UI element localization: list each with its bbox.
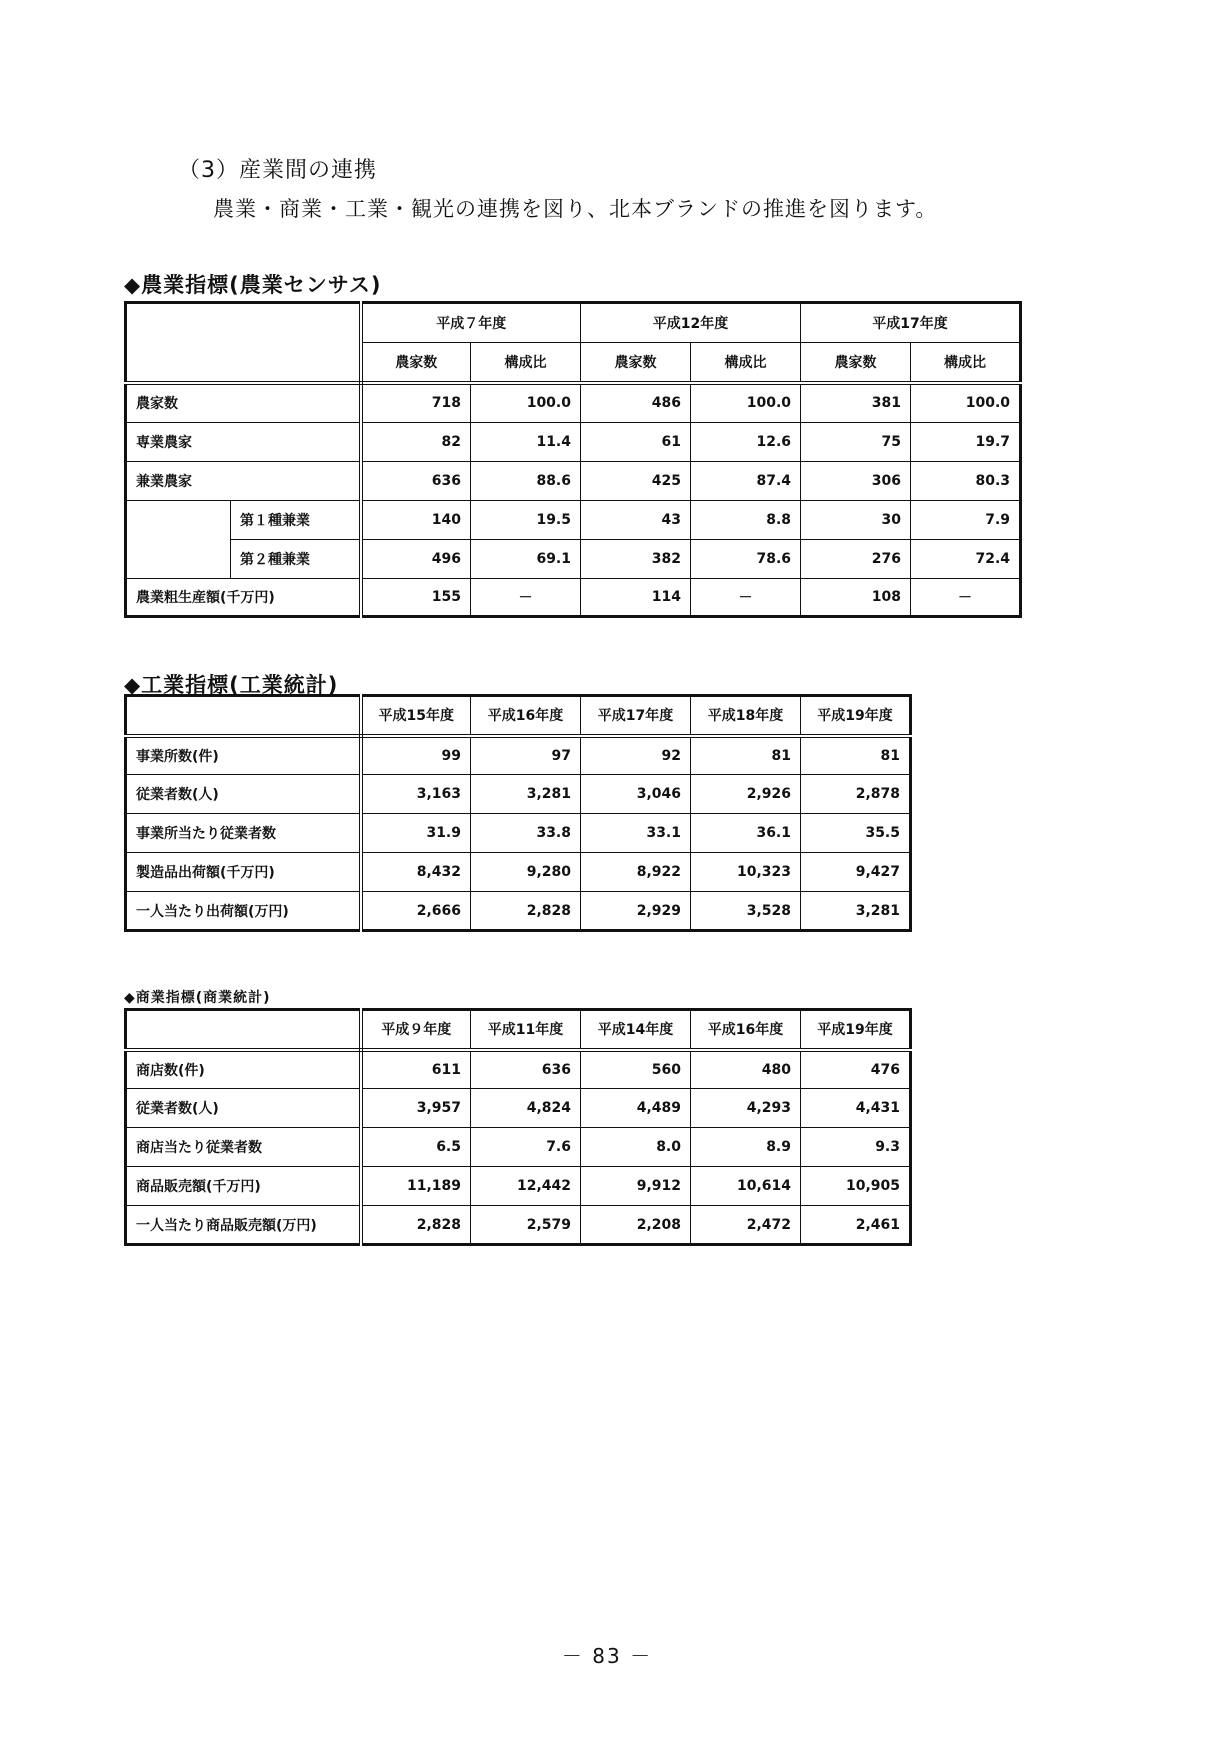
agriculture-corner-cell bbox=[126, 303, 361, 383]
table-row bbox=[126, 1206, 911, 1245]
row-label: 商店数(件) bbox=[126, 1050, 361, 1089]
row-label: 商品販売額(千万円) bbox=[126, 1167, 361, 1206]
cell: 10,614 bbox=[691, 1167, 801, 1206]
row-label: 従業者数(人) bbox=[126, 775, 361, 814]
cell: 108 bbox=[801, 579, 911, 617]
cell: 12,442 bbox=[471, 1167, 581, 1206]
cell: 382 bbox=[581, 540, 691, 579]
cell: － bbox=[911, 579, 1021, 617]
cell: 33.1 bbox=[581, 814, 691, 853]
cell: 11,189 bbox=[361, 1167, 471, 1206]
agriculture-year-header-row bbox=[126, 303, 1021, 343]
cell: 3,281 bbox=[801, 892, 911, 931]
agriculture-sub-header: 構成比 bbox=[691, 343, 801, 383]
row-label: 商店当たり従業者数 bbox=[126, 1128, 361, 1167]
cell: 3,957 bbox=[361, 1089, 471, 1128]
cell: 636 bbox=[361, 462, 471, 501]
cell: 9,912 bbox=[581, 1167, 691, 1206]
cell: 19.7 bbox=[911, 423, 1021, 462]
cell: 19.5 bbox=[471, 501, 581, 540]
cell: 11.4 bbox=[471, 423, 581, 462]
cell: 718 bbox=[361, 383, 471, 423]
cell: － bbox=[471, 579, 581, 617]
cell: 43 bbox=[581, 501, 691, 540]
cell: 2,579 bbox=[471, 1206, 581, 1245]
cell: 4,293 bbox=[691, 1089, 801, 1128]
cell: 306 bbox=[801, 462, 911, 501]
cell: 4,431 bbox=[801, 1089, 911, 1128]
indent-cell bbox=[126, 501, 231, 579]
cell: 114 bbox=[581, 579, 691, 617]
row-label: 農業粗生産額(千万円) bbox=[126, 579, 361, 617]
commerce-header-row bbox=[126, 1010, 911, 1050]
agriculture-sub-header: 農家数 bbox=[801, 343, 911, 383]
cell: 3,528 bbox=[691, 892, 801, 931]
cell: 8.8 bbox=[691, 501, 801, 540]
cell: 88.6 bbox=[471, 462, 581, 501]
page-number: － 83 － bbox=[561, 1644, 653, 1668]
industry-table bbox=[124, 694, 912, 932]
cell: 92 bbox=[581, 736, 691, 775]
industry-year-header: 平成17年度 bbox=[581, 696, 691, 736]
table-row bbox=[126, 853, 911, 892]
industry-corner-cell bbox=[126, 696, 361, 736]
cell: 2,878 bbox=[801, 775, 911, 814]
cell: 476 bbox=[801, 1050, 911, 1089]
cell: 2,472 bbox=[691, 1206, 801, 1245]
table-row bbox=[126, 579, 1021, 617]
commerce-year-header: 平成11年度 bbox=[471, 1010, 581, 1050]
cell: 2,828 bbox=[471, 892, 581, 931]
cell: － bbox=[691, 579, 801, 617]
agriculture-title: ◆農業指標(農業センサス) bbox=[124, 273, 382, 297]
row-label: 農家数 bbox=[126, 383, 361, 423]
cell: 140 bbox=[361, 501, 471, 540]
cell: 2,666 bbox=[361, 892, 471, 931]
table-row bbox=[126, 462, 1021, 501]
cell: 100.0 bbox=[691, 383, 801, 423]
cell: 7.9 bbox=[911, 501, 1021, 540]
cell: 2,828 bbox=[361, 1206, 471, 1245]
row-label: 一人当たり出荷額(万円) bbox=[126, 892, 361, 931]
industry-year-header: 平成15年度 bbox=[361, 696, 471, 736]
table-row bbox=[126, 814, 911, 853]
cell: 4,824 bbox=[471, 1089, 581, 1128]
cell: 636 bbox=[471, 1050, 581, 1089]
commerce-table bbox=[124, 1008, 912, 1246]
cell: 7.6 bbox=[471, 1128, 581, 1167]
commerce-year-header: 平成16年度 bbox=[691, 1010, 801, 1050]
table-row bbox=[126, 775, 911, 814]
cell: 4,489 bbox=[581, 1089, 691, 1128]
cell: 99 bbox=[361, 736, 471, 775]
cell: 2,926 bbox=[691, 775, 801, 814]
row-label: 事業所当たり従業者数 bbox=[126, 814, 361, 853]
cell: 9,280 bbox=[471, 853, 581, 892]
row-label: 事業所数(件) bbox=[126, 736, 361, 775]
cell: 560 bbox=[581, 1050, 691, 1089]
cell: 12.6 bbox=[691, 423, 801, 462]
cell: 155 bbox=[361, 579, 471, 617]
table-row bbox=[126, 1050, 911, 1089]
table-row bbox=[126, 423, 1021, 462]
cell: 97 bbox=[471, 736, 581, 775]
section-intro: 農業・商業・工業・観光の連携を図り、北本ブランドの推進を図ります。 bbox=[213, 197, 938, 221]
agriculture-sub-header: 構成比 bbox=[471, 343, 581, 383]
cell: 496 bbox=[361, 540, 471, 579]
commerce-year-header: 平成14年度 bbox=[581, 1010, 691, 1050]
agriculture-sub-header: 農家数 bbox=[361, 343, 471, 383]
commerce-year-header: 平成９年度 bbox=[361, 1010, 471, 1050]
row-label: 兼業農家 bbox=[126, 462, 361, 501]
cell: 35.5 bbox=[801, 814, 911, 853]
row-label: 従業者数(人) bbox=[126, 1089, 361, 1128]
agriculture-year-header: 平成17年度 bbox=[801, 303, 1021, 343]
cell: 81 bbox=[691, 736, 801, 775]
agriculture-sub-header: 農家数 bbox=[581, 343, 691, 383]
table-row bbox=[126, 892, 911, 931]
table-row bbox=[126, 736, 911, 775]
cell: 78.6 bbox=[691, 540, 801, 579]
cell: 2,461 bbox=[801, 1206, 911, 1245]
cell: 611 bbox=[361, 1050, 471, 1089]
cell: 276 bbox=[801, 540, 911, 579]
cell: 69.1 bbox=[471, 540, 581, 579]
cell: 100.0 bbox=[911, 383, 1021, 423]
cell: 3,163 bbox=[361, 775, 471, 814]
agriculture-year-header: 平成７年度 bbox=[361, 303, 581, 343]
agriculture-sub-header: 構成比 bbox=[911, 343, 1021, 383]
cell: 9.3 bbox=[801, 1128, 911, 1167]
row-label: 第２種兼業 bbox=[231, 540, 361, 579]
cell: 72.4 bbox=[911, 540, 1021, 579]
cell: 10,323 bbox=[691, 853, 801, 892]
table-row bbox=[126, 383, 1021, 423]
cell: 75 bbox=[801, 423, 911, 462]
cell: 6.5 bbox=[361, 1128, 471, 1167]
cell: 2,929 bbox=[581, 892, 691, 931]
cell: 9,427 bbox=[801, 853, 911, 892]
table-row bbox=[126, 1128, 911, 1167]
cell: 8,922 bbox=[581, 853, 691, 892]
commerce-corner-cell bbox=[126, 1010, 361, 1050]
cell: 8,432 bbox=[361, 853, 471, 892]
row-label: 製造品出荷額(千万円) bbox=[126, 853, 361, 892]
industry-year-header: 平成19年度 bbox=[801, 696, 911, 736]
commerce-year-header: 平成19年度 bbox=[801, 1010, 911, 1050]
cell: 31.9 bbox=[361, 814, 471, 853]
cell: 8.0 bbox=[581, 1128, 691, 1167]
cell: 61 bbox=[581, 423, 691, 462]
industry-year-header: 平成16年度 bbox=[471, 696, 581, 736]
table-row bbox=[126, 540, 1021, 579]
cell: 486 bbox=[581, 383, 691, 423]
cell: 2,208 bbox=[581, 1206, 691, 1245]
cell: 425 bbox=[581, 462, 691, 501]
cell: 100.0 bbox=[471, 383, 581, 423]
agriculture-table bbox=[124, 301, 1022, 618]
industry-year-header: 平成18年度 bbox=[691, 696, 801, 736]
cell: 3,046 bbox=[581, 775, 691, 814]
cell: 81 bbox=[801, 736, 911, 775]
cell: 36.1 bbox=[691, 814, 801, 853]
cell: 480 bbox=[691, 1050, 801, 1089]
cell: 80.3 bbox=[911, 462, 1021, 501]
row-label: 一人当たり商品販売額(万円) bbox=[126, 1206, 361, 1245]
cell: 87.4 bbox=[691, 462, 801, 501]
table-row bbox=[126, 501, 1021, 540]
cell: 33.8 bbox=[471, 814, 581, 853]
industry-header-row bbox=[126, 696, 911, 736]
row-label: 専業農家 bbox=[126, 423, 361, 462]
industry-title: ◆工業指標(工業統計) bbox=[124, 673, 339, 697]
table-row bbox=[126, 1089, 911, 1128]
section-heading: （3）産業間の連携 bbox=[178, 158, 377, 183]
cell: 30 bbox=[801, 501, 911, 540]
cell: 82 bbox=[361, 423, 471, 462]
commerce-title: ◆商業指標(商業統計) bbox=[124, 990, 271, 1006]
row-label: 第１種兼業 bbox=[231, 501, 361, 540]
cell: 10,905 bbox=[801, 1167, 911, 1206]
agriculture-year-header: 平成12年度 bbox=[581, 303, 801, 343]
cell: 8.9 bbox=[691, 1128, 801, 1167]
cell: 3,281 bbox=[471, 775, 581, 814]
table-row bbox=[126, 1167, 911, 1206]
cell: 381 bbox=[801, 383, 911, 423]
